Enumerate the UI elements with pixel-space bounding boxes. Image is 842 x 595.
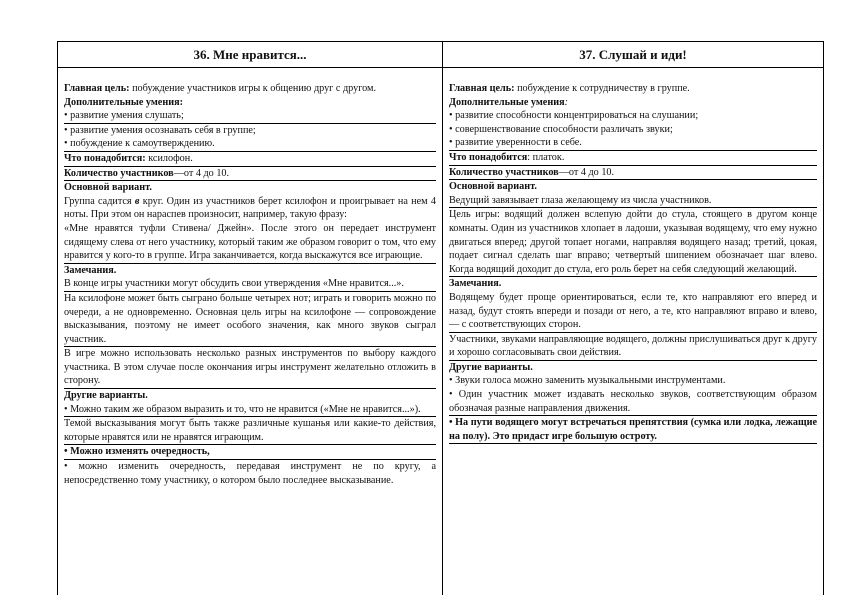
- games-table: [57, 41, 824, 595]
- notes-paragraph: В конце игры участники могут обсудить свои утверждения «Мне нравится...».: [64, 277, 436, 292]
- text-run: круг. Один из участников берет ксилофон и проигрывает на нем 4 ноты. При этом он нараспев произносит, например, такую фразу:: [64, 195, 436, 221]
- other-label: Другие варианты.: [64, 390, 148, 402]
- basic-paragraph: «Мне нравятся туфли Стивена/ Джейн». После этого он передает инструмент сидящему слева от него участнику, который таким же образом говорит о том, что ему нравится у кого-то в группе. Игра заканчивается, когда выскажутся все играющие.: [64, 222, 436, 264]
- game-37-body: [443, 68, 823, 444]
- game-36-body: [58, 68, 442, 487]
- goal-label: Главная цель:: [64, 83, 130, 94]
- goal: [64, 82, 436, 96]
- need-text: ксилофон.: [145, 152, 193, 164]
- skill-item: • развитие умения слушать;: [64, 109, 436, 124]
- other-paragraph: • На пути водящего могут встречаться препятствия (сумка или лодка, лежащие на полу). Это придаст игре большую остроту.: [449, 416, 817, 444]
- skills-label: Дополнительные умения: [449, 96, 565, 108]
- goal-text: побуждение участников игры к общению друг с другом.: [129, 83, 377, 94]
- text-run: в: [134, 195, 140, 207]
- skills-colon: :: [564, 96, 568, 108]
- notes-label: Замечания.: [449, 278, 502, 290]
- game-37-title: 37. Слушай и иди!: [443, 42, 823, 68]
- basic-paragraph: [64, 195, 436, 222]
- notes-paragraph: Участники, звуками направляющие водящего, должны прислушиваться друг к другу и хорошо согласовывать свои действия.: [449, 333, 817, 361]
- other-paragraph: • Можно изменять очередность,: [64, 445, 436, 460]
- basic-label: Основной вариант.: [449, 181, 537, 193]
- notes-label: Замечания.: [64, 264, 117, 276]
- game-36-title: 36. Мне нравится...: [58, 42, 442, 68]
- need-label: Что понадобится:: [64, 152, 146, 164]
- count-label: Количество участников: [64, 167, 174, 179]
- count-text: —от 4 до 10.: [558, 166, 615, 178]
- goal: [449, 82, 817, 96]
- skill-item: • развитие умения осознавать себя в группе;: [64, 124, 256, 136]
- game-37-column: [443, 42, 823, 595]
- skill-item: • развитие способности концентрироваться на слушании;: [449, 110, 699, 122]
- count-text: —от 4 до 10.: [173, 167, 230, 179]
- need-text: : платок.: [527, 151, 565, 163]
- goal-label: Главная цель:: [449, 83, 515, 94]
- count-label: Количество участников: [449, 166, 559, 178]
- text-run: Группа садится: [64, 195, 135, 207]
- goal-text: побуждение к сотрудничеству в группе.: [514, 83, 690, 94]
- notes-paragraph: На ксилофоне может быть сыграно больше четырех нот; играть и говорить можно по очереди, а не одновременно. Основная цель игры на ксилофоне — сопровождение высказывания, поэтому не имеет особого значения, как много звуков сыграл участник.: [64, 292, 436, 347]
- notes-paragraph: Водящему будет проще ориентироваться, если те, кто направляют его вперед и назад, будут стоять впереди и позади от него, а те, кто направляют вправо и влево, — с соответствующих сторон.: [449, 291, 817, 333]
- need: [449, 151, 817, 166]
- other-label: Другие варианты.: [449, 361, 533, 373]
- need: [64, 152, 436, 167]
- other-paragraph: • Один участник может издавать несколько звуков, соответствующим образом обозначая разные направления движения.: [449, 388, 817, 416]
- other-paragraph: Темой высказывания могут быть также различные кушанья или какие-то действия, которые нравятся или не нравятся играющим.: [64, 417, 436, 445]
- skills-label-line: [449, 96, 817, 110]
- notes-paragraph: В игре можно использовать несколько разных инструментов по выбору каждого участника. В этом случае после окончания игры инструмент желательно отложить в сторону.: [64, 347, 436, 389]
- skills-label: Дополнительные умения:: [64, 96, 183, 108]
- skill-item: • развитие уверенности в себе.: [449, 136, 817, 151]
- basic-label: Основной вариант.: [64, 182, 152, 194]
- basic-paragraph: Цель игры: водящий должен вслепую дойти до стула, стоящего в другом конце комнаты. Один из участников хлопает в ладоши, указывая водящему, что ему нужно двигаться вперед; другой топает ногами, направляя водящего назад; третий, цокая, подает сигнал сделать шаг вправо; четвертый шипением обозначает шаг влево. Когда водящий доходит до стула, его роль берет на себя следующий желающий.: [449, 208, 817, 277]
- need-label: Что понадобится: [449, 151, 528, 163]
- skill-item: • совершенствование способности различать звуки;: [449, 123, 673, 135]
- count: [449, 166, 817, 181]
- other-paragraph: • Звуки голоса можно заменить музыкальными инструментами.: [449, 375, 726, 387]
- skill-item: • побуждение к самоутверждению.: [64, 137, 436, 152]
- basic-paragraph: Ведущий завязывает глаза желающему из числа участников.: [449, 194, 817, 209]
- other-paragraph: • можно изменить очередность, передавая инструмент не по кругу, а непосредственно тому участнику, о котором было последнее высказывание.: [64, 461, 436, 486]
- other-paragraph: • Можно таким же образом выразить и то, что не нравится («Мне не нравится...»).: [64, 403, 436, 418]
- count: [64, 167, 436, 182]
- game-36-column: [58, 42, 443, 595]
